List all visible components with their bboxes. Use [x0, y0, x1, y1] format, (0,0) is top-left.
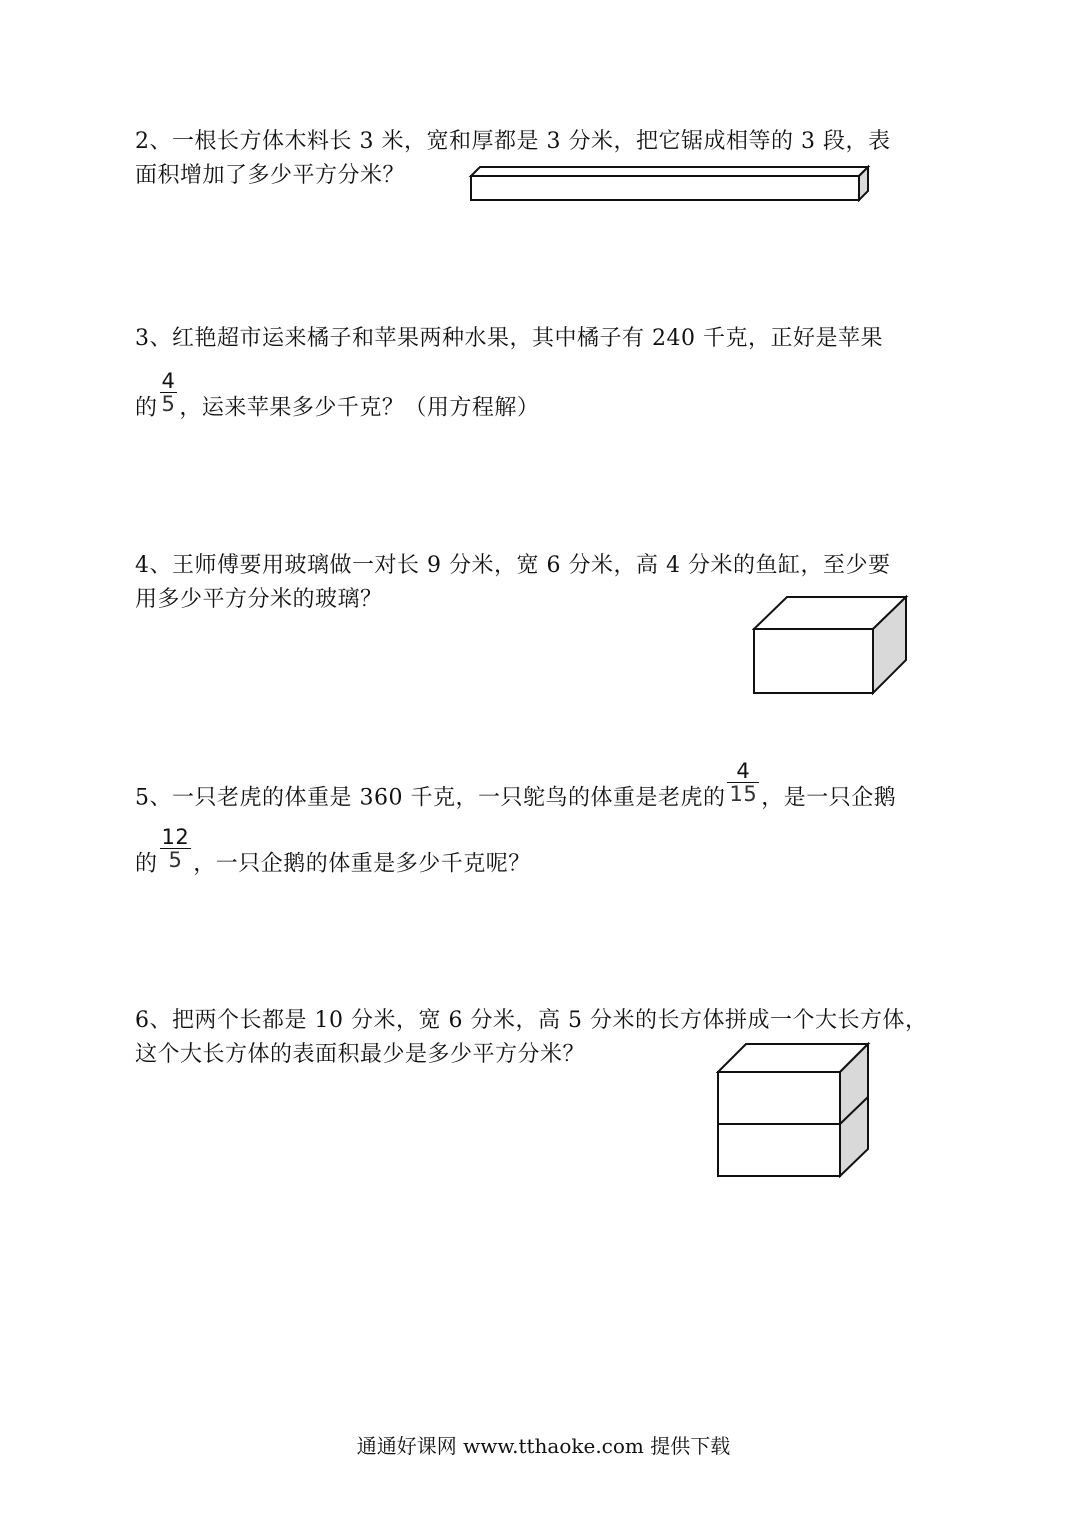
q4-line-1: 4、王师傅要用玻璃做一对长 9 分米，宽 6 分米，高 4 分米的鱼缸，至少要: [135, 553, 891, 578]
q2-line-1: 2、一根长方体木料长 3 米，宽和厚都是 3 分米，把它锯成相等的 3 段，表: [135, 129, 891, 154]
q4-line-2: 用多少平方分米的玻璃？: [135, 587, 383, 612]
q3-fraction-numerator: 4: [161, 369, 176, 393]
q5-fraction-1: [727, 760, 759, 805]
q3-fraction: [160, 370, 178, 415]
stacked-cuboids-icon: [716, 1042, 872, 1180]
q3-line-1: 3、红艳超市运来橘子和苹果两种水果，其中橘子有 240 千克，正好是苹果: [135, 326, 883, 351]
q5-fraction-2-denominator: 5: [168, 848, 183, 872]
cuboid-icon: [752, 594, 910, 698]
q2-line-2: 面积增加了多少平方分米？: [135, 163, 406, 188]
q5-line-1: [135, 759, 897, 821]
q5-fraction-2-numerator: 12: [161, 825, 190, 849]
q3-line-2: [135, 369, 540, 431]
q5-text-after-2: ，一只企鹅的体重是多少千克呢？: [193, 851, 531, 877]
long-beam-icon: [468, 164, 873, 204]
q5-fraction-1-denominator: 15: [729, 782, 758, 806]
q5-fraction-2: [160, 826, 192, 871]
footer-source: 通通好课网 www.tthaoke.com 提供下载: [356, 1434, 731, 1458]
q5-text-before: 5、一只老虎的体重是 360 千克，一只鸵鸟的体重是老虎的: [135, 785, 726, 811]
q6-line-2: 这个大长方体的表面积最少是多少平方分米？: [135, 1042, 586, 1067]
q5-text-before-2: 的: [135, 851, 158, 877]
q3-fraction-denominator: 5: [161, 392, 176, 416]
q3-text-before: 的: [135, 395, 158, 421]
q5-text-after: ，是一只企鹅: [761, 785, 897, 811]
q3-text-after: ，运来苹果多少千克？（用方程解）: [179, 395, 540, 421]
q6-line-1: 6、把两个长都是 10 分米，宽 6 分米，高 5 分米的长方体拼成一个大长方体，: [135, 1008, 928, 1033]
q5-line-2: [135, 825, 531, 887]
q5-fraction-1-numerator: 4: [727, 760, 759, 783]
